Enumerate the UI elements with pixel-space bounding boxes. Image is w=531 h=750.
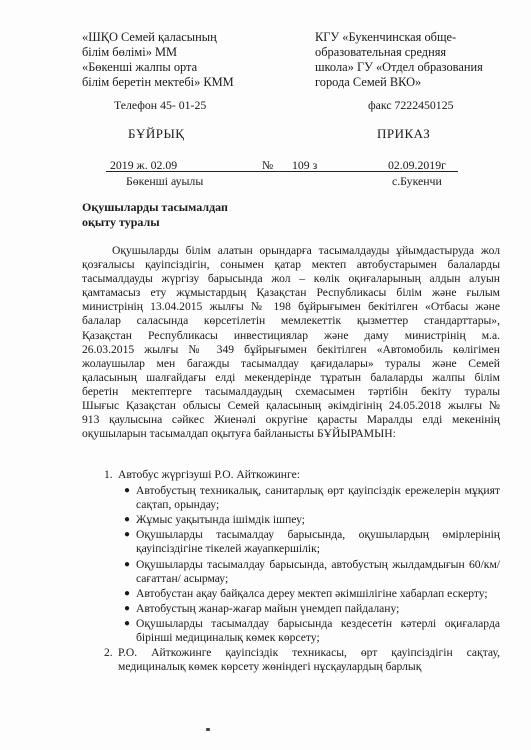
place-kz: Бөкенші ауылы: [126, 174, 204, 188]
order-number-sign: №: [262, 158, 274, 172]
sub-item-text: Оқушыларды тасымалдау барысында, оқушылардың өмірлерінің қауіпсіздігіне тікелей жауапкершілік;: [136, 528, 500, 556]
subject-line: оқыту туралы: [82, 214, 160, 229]
bullet-icon: ●: [124, 529, 131, 541]
sub-item: [118, 528, 500, 556]
item-text: Р.О. Айткожинге қауіпсіздік техникасы, өрт қауіпсіздігін сақтау, медициналық көмек көрсету жөніндегі нұсқаулардың барлық: [118, 646, 500, 674]
paragraph-line: қозғалысы қауіпсіздігін, сонымен қатар мектеп автобустарымен балаларды: [82, 258, 500, 272]
paragraph-line: жолаушылар мен багажды тасымалдау қағидалары» туралы және Семей: [82, 356, 500, 370]
order-item: [104, 468, 500, 645]
item-text: Автобус жүргізуші Р.О. Айткожинге:: [118, 468, 300, 481]
sub-item-text: Оқушыларды тасымалдау барысында, автобустың жылдамдығын 60/км/сағаттан/ асырмау;: [136, 557, 500, 585]
sub-item: [118, 558, 500, 586]
phone-number: Телефон 45- 01-25: [114, 98, 207, 112]
order-date-ru: 02.09.2019г: [388, 158, 446, 172]
header-left-line: «ШҚО Семей қаласының: [82, 30, 217, 44]
header-right-line: образовательная средняя: [315, 45, 447, 59]
paragraph-line: тасымалдауды жүргізу барысында жол – көлік оқиғаларының алдын алуын: [82, 272, 500, 286]
bullet-icon: ●: [124, 617, 131, 629]
paragraph-line: министрінің 13.04.2015 жылғы № 198 бұйрығымен бекітілген «Отбасы және: [82, 300, 500, 314]
order-item: [104, 646, 500, 674]
item-number: 2.: [104, 646, 113, 660]
bullet-icon: ●: [124, 587, 131, 599]
bullet-icon: ●: [124, 514, 131, 526]
title-kz: БҰЙРЫҚ: [128, 126, 185, 141]
header-left-line: білім беретін мектебі» КММ: [82, 75, 234, 89]
subject-line: Оқушыларды тасымалдап: [82, 200, 228, 214]
order-number: 109 з: [292, 158, 318, 172]
header-right-block: [315, 30, 483, 90]
preamble-paragraph: [82, 244, 500, 441]
sub-item-text: Жұмыс уақытында ішімдік ішпеу;: [136, 513, 306, 527]
title-ru: ПРИКАЗ: [377, 126, 431, 141]
header-right-line: школа» ГУ «Отдел образования: [315, 60, 483, 74]
place-ru: с.Букенчи: [392, 174, 442, 188]
header-right-line: КГУ «Букенчинская обще-: [315, 30, 457, 44]
bullet-icon: ●: [124, 485, 131, 497]
paragraph-line: оқушыларын тасымалдап оқытуға байланысты БҰЙЫРАМЫН:: [82, 427, 396, 441]
sub-item: [118, 602, 500, 616]
header-right-line: города Семей ВКО»: [315, 75, 422, 89]
fax-number: факс 7222450125: [368, 98, 454, 112]
paragraph-line: 913 қаулысына сәйкес Жиенәлі округіне қарасты Маралды елді мекенінің: [82, 413, 500, 427]
header-left-line: «Бөкенші жалпы орта: [82, 60, 198, 74]
sub-item-text: Автобустың техникалық, санитарлық өрт қауіпсіздік ережелерін мұқият сақтап, орындау;: [136, 484, 500, 512]
sub-item: [118, 587, 500, 601]
sub-item-text: Автобустан ақау байқалса дереу мектеп әкімшілігіне хабарлап ескерту;: [136, 586, 488, 600]
sub-item: [118, 484, 500, 512]
sub-item-text: Оқушыларды тасымалдау барысында кездесетін кәтерлі оқиғаларда бірінші медициналық көмек көрсету;: [136, 616, 500, 645]
paragraph-line: қаласының шалғайдағы елді мекендерінде тұратын балаларды жалпы білім: [82, 370, 500, 384]
sub-items-list: [118, 484, 500, 645]
sub-item: [118, 513, 500, 527]
sub-item: [118, 617, 500, 645]
paragraph-line: Оқушыларды білім алатын орындарға тасымалдауды ұйымдастыруда жол: [112, 244, 500, 257]
order-items-list: [104, 468, 500, 674]
paragraph-line: 26.03.2015 жылғы № 349 бұйрығымен бекітілген «Автомобиль көлігімен: [82, 342, 500, 356]
item-number: 1.: [104, 468, 113, 481]
page-mark: [206, 728, 210, 731]
paragraph-line: балалар саласында көрсетілетін мемлекеттік қызметтер стандарттары»,: [82, 314, 500, 328]
sub-item-text: Автобустың жанар-жағар майын үнемдеп пайдалану;: [136, 601, 400, 615]
header-left-line: білім бөлімі» ММ: [82, 45, 178, 59]
order-subject: [82, 200, 228, 229]
paragraph-line: беретін мектептерге тасымалдаудың схемасымен тәртібін бекіту туралы: [82, 384, 500, 398]
bullet-icon: ●: [124, 602, 131, 614]
bullet-icon: ●: [124, 558, 131, 570]
paragraph-line: Қазақстан Республикасы инвестициялар және даму министрінің м.а.: [82, 328, 500, 342]
paragraph-line: Шығыс Қазақстан облысы Семей қаласының әкімдігінің 24.05.2018 жылғы №: [82, 399, 500, 413]
order-date-kz: 2019 ж. 02.09: [110, 158, 178, 172]
order-underline: [106, 171, 458, 172]
header-left-block: [82, 30, 234, 90]
paragraph-line: қамтамасыз ету жұмыстардың Қазақстан Республикасы білім және ғылым: [82, 286, 500, 300]
